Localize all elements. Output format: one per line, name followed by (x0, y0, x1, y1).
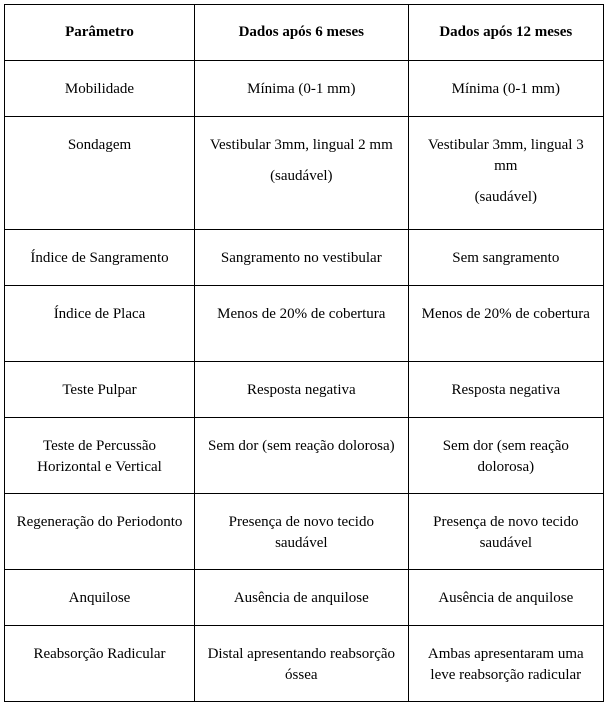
results-table (4, 4, 604, 702)
param-cell (5, 494, 195, 570)
table-row (5, 61, 604, 117)
param-cell (5, 230, 195, 286)
table-row (5, 230, 604, 286)
m6-cell (195, 117, 409, 230)
param-text: Mobilidade (64, 81, 135, 97)
m12-cell (408, 418, 603, 494)
m12-text: Presença de novo tecido saudável (433, 514, 579, 551)
m6-text: Resposta negativa (246, 382, 356, 398)
param-text: Teste Pulpar (62, 382, 137, 398)
m6-note: (saudável) (270, 168, 333, 184)
m6-cell (195, 230, 409, 286)
m12-text: Sem dor (sem reação dolorosa) (442, 438, 569, 475)
m6-text: Ausência de anquilose (233, 590, 369, 606)
table-row (5, 286, 604, 362)
param-text: Índice de Placa (53, 306, 146, 322)
param-cell (5, 286, 195, 362)
m6-cell (195, 418, 409, 494)
m6-text: Mínima (0-1 mm) (247, 81, 356, 97)
m12-note: (saudável) (474, 189, 538, 205)
m6-cell (195, 570, 409, 626)
m6-text: Presença de novo tecido saudável (228, 514, 374, 551)
m12-text: Menos de 20% de cobertura (421, 306, 590, 322)
m12-cell (408, 286, 603, 362)
m12-text: Sem sangramento (452, 250, 560, 266)
m6-text: Distal apresentando reabsorção óssea (207, 646, 396, 683)
param-cell (5, 418, 195, 494)
param-text: Reabsorção Radicular (33, 646, 166, 662)
m12-cell (408, 362, 603, 418)
table-row (5, 494, 604, 570)
m6-cell (195, 61, 409, 117)
param-text: Índice de Sangramento (30, 250, 169, 266)
m12-text: Mínima (0-1 mm) (451, 81, 560, 97)
m12-text: Ausência de anquilose (438, 590, 574, 606)
m6-text: Sangramento no vestibular (220, 250, 382, 266)
table-row (5, 570, 604, 626)
header-12-meses: Dados após 12 meses (408, 5, 603, 61)
m12-cell (408, 626, 603, 702)
header-parametro: Parâmetro (5, 5, 195, 61)
table-row (5, 117, 604, 230)
m12-cell (408, 117, 603, 230)
header-row (5, 5, 604, 61)
param-cell (5, 61, 195, 117)
param-cell (5, 362, 195, 418)
m12-cell (408, 61, 603, 117)
m12-cell (408, 570, 603, 626)
m12-text: Resposta negativa (451, 382, 561, 398)
m12-cell (408, 494, 603, 570)
param-cell (5, 626, 195, 702)
param-text: Regeneração do Periodonto (16, 514, 183, 530)
table-row (5, 362, 604, 418)
m12-text: Vestibular 3mm, lingual 3 mm (427, 137, 584, 174)
m12-text: Ambas apresentaram uma leve reabsorção radicular (427, 646, 584, 683)
param-text: Sondagem (67, 137, 132, 153)
param-cell (5, 570, 195, 626)
param-text: Teste de Percussão Horizontal e Vertical (37, 438, 162, 475)
m6-cell (195, 286, 409, 362)
param-cell (5, 117, 195, 230)
m6-text: Sem dor (sem reação dolorosa) (208, 438, 395, 454)
m12-cell (408, 230, 603, 286)
table-row (5, 418, 604, 494)
m6-cell (195, 494, 409, 570)
m6-text: Vestibular 3mm, lingual 2 mm (209, 137, 393, 153)
table-row (5, 626, 604, 702)
m6-cell (195, 362, 409, 418)
param-text: Anquilose (68, 590, 131, 606)
header-6-meses: Dados após 6 meses (195, 5, 409, 61)
m6-text: Menos de 20% de cobertura (217, 306, 386, 322)
m6-cell (195, 626, 409, 702)
